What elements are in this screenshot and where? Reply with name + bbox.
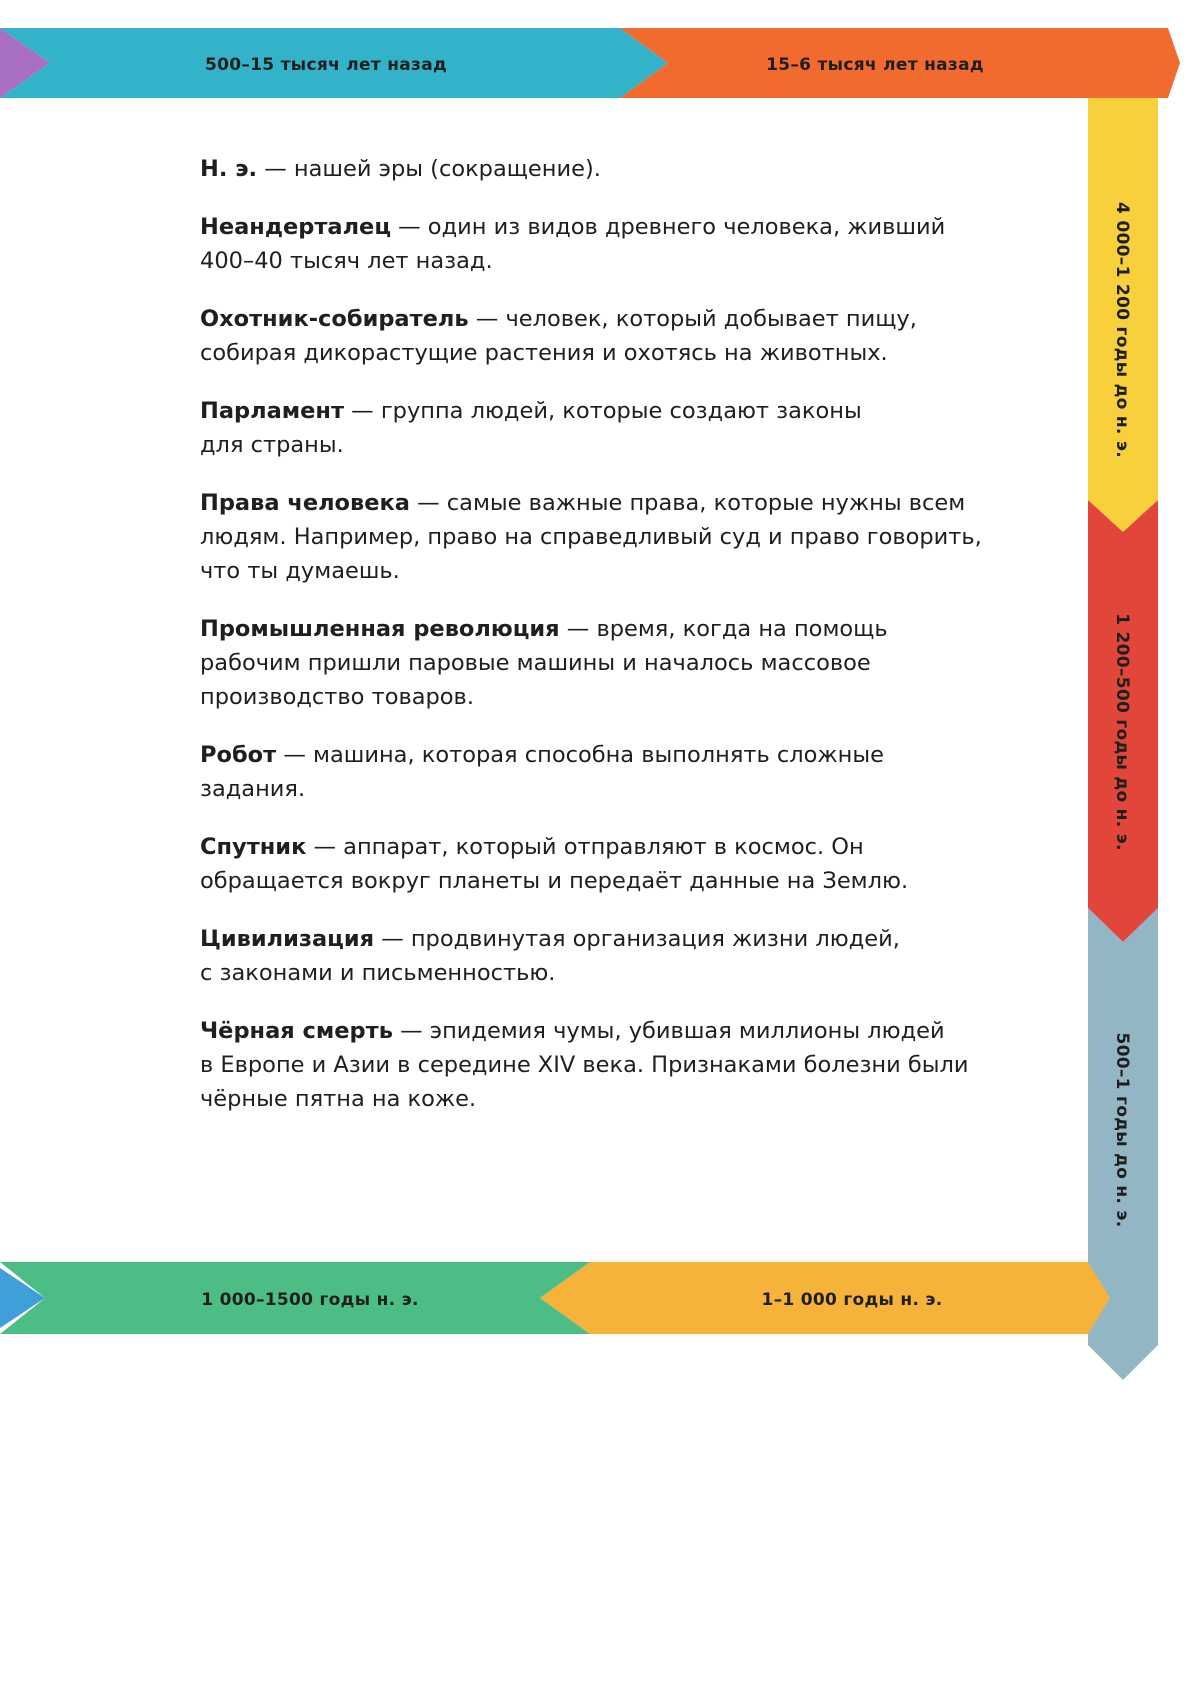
glossary-definition: 400–40 тысяч лет назад. (200, 248, 493, 274)
timeline-label-top-right: 15–6 тысяч лет назад (766, 55, 984, 75)
glossary-definition: для страны. (200, 432, 344, 458)
glossary-term: Промышленная революция (200, 616, 560, 642)
glossary-definition: — человек, который добывает пищу, (468, 306, 917, 332)
glossary-definition: что ты думаешь. (200, 558, 400, 584)
glossary-entry (200, 152, 970, 186)
glossary-definition: — время, когда на помощь (559, 616, 888, 642)
glossary-definition: производство товаров. (200, 684, 474, 710)
timeline-label-bottom-right: 1–1 000 годы н. э. (761, 1290, 943, 1310)
glossary-entry (200, 210, 970, 278)
glossary-term: Робот (200, 742, 277, 768)
glossary-entry (200, 486, 982, 588)
glossary-entry (200, 922, 970, 990)
glossary-definition: — группа людей, которые создают законы (344, 398, 862, 424)
glossary-entry (200, 394, 970, 462)
glossary-definition: задания. (200, 776, 306, 802)
glossary-term: Цивилизация (200, 926, 375, 952)
timeline-label-bottom-left: 1 000–1500 годы н. э. (201, 1290, 419, 1310)
timeline-label-right-top: 4 000–1 200 годы до н. э. (1112, 202, 1132, 458)
glossary-definition: в Европе и Азии в середине XIV века. Признаками болезни были (200, 1052, 969, 1078)
glossary-term: Чёрная смерть (200, 1018, 393, 1044)
glossary-definition: собирая дикорастущие растения и охотясь на животных. (200, 340, 888, 366)
glossary-definition: с законами и письменностью. (200, 960, 556, 986)
glossary-definition: людям. Например, право на справедливый суд и право говорить, (200, 524, 982, 550)
glossary-entry (200, 830, 970, 898)
timeline-label-top-left: 500–15 тысяч лет назад (204, 55, 448, 75)
glossary-term: Неандерталец (200, 214, 391, 240)
glossary-term: Права человека (200, 490, 410, 516)
glossary-list (200, 152, 982, 1140)
timeline-label-right-bottom: 500–1 годы до н. э. (1112, 1032, 1132, 1228)
glossary-term: Парламент (200, 398, 345, 424)
glossary-definition: рабочим пришли паровые машины и началось массовое (200, 650, 871, 676)
glossary-term: Н. э. (200, 156, 258, 182)
glossary-definition: — аппарат, который отправляют в космос. Он (306, 834, 864, 860)
glossary-definition: — самые важные права, которые нужны всем (409, 490, 966, 516)
glossary-definition: — эпидемия чумы, убившая миллионы людей (392, 1018, 945, 1044)
glossary-definition: чёрные пятна на коже. (200, 1086, 477, 1112)
timeline-label-right-middle: 1 200–500 годы до н. э. (1112, 613, 1132, 851)
glossary-definition: обращается вокруг планеты и передаёт данные на Землю. (200, 868, 909, 894)
glossary-entry (200, 738, 970, 806)
glossary-definition: — нашей эры (сокращение). (257, 156, 601, 182)
glossary-entry (200, 302, 970, 370)
glossary-definition: — машина, которая способна выполнять сложные (276, 742, 885, 768)
glossary-definition: — продвинутая организация жизни людей, (374, 926, 900, 952)
glossary-term: Охотник-собиратель (200, 306, 469, 332)
glossary-term: Спутник (200, 834, 307, 860)
glossary-entry (200, 1014, 970, 1116)
glossary-entry (200, 612, 970, 714)
glossary-definition: — один из видов древнего человека, живший (391, 214, 946, 240)
